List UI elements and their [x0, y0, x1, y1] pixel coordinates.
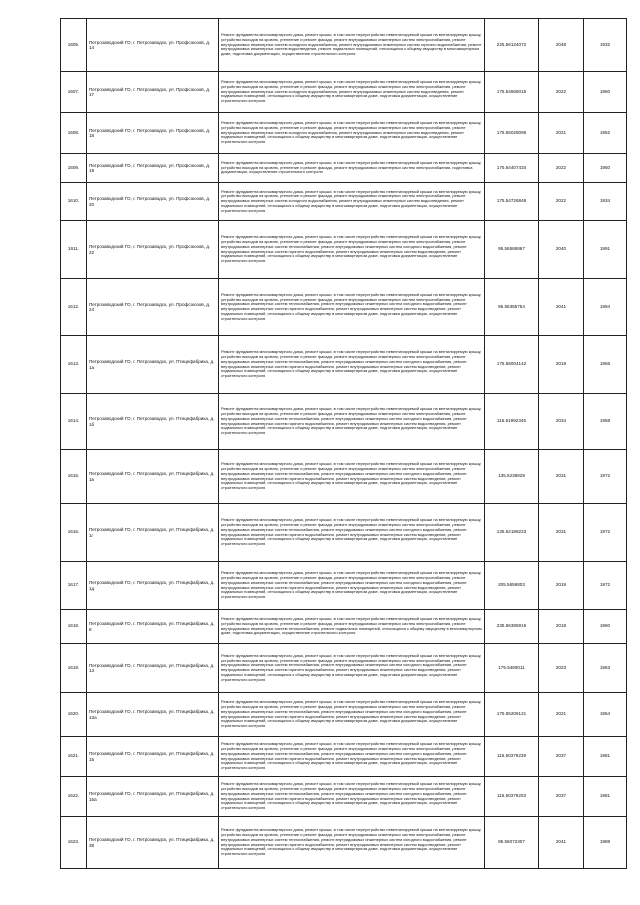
row-number: 1605.	[61, 19, 87, 72]
row-cost: 175.54407434	[485, 154, 539, 183]
table-row	[61, 113, 627, 154]
row-number: 1617.	[61, 562, 87, 610]
row-address: Петрозаводский ГО, г. Петрозаводск, ул. Птицефабрика, д. 1г	[87, 504, 219, 562]
table-row	[61, 450, 627, 504]
row-works-description: Ремонт фундамента многоквартирного дома, ремонт крыши, в том числе переустройство невентилируемой крыши на вентилируемую крышу, устройство выходов на кровлю, утепление и ремонт фасада, ремонт внутридомовых инженерных систем электроснабжения, ремонт внутридомовых инженерных систем теплоснабжения, ремонт внутридомовых инженерных систем холодного водоснабжения, ремонт внутридомовых инженерных систем горячего водоснабжения, ремонт внутридомовых инженерных систем водоотведения, ремонт подвальных помещений, относящихся к общему имуществу в многоквартирном доме, подготовка документации, осуществление строительного контроля	[219, 562, 485, 610]
row-works-description: Ремонт фундамента многоквартирного дома, ремонт крыши, в том числе переустройство невентилируемой крыши на вентилируемую крышу, устройство выходов на кровлю, утепление и ремонт фасада, ремонт внутридомовых инженерных систем электроснабжения, ремонт внутридомовых инженерных систем теплоснабжения, ремонт внутридомовых инженерных систем холодного водоснабжения, ремонт внутридомовых инженерных систем горячего водоснабжения, ремонт внутридомовых инженерных систем водоотведения, ремонт подвальных помещений, относящихся к общему имуществу в многоквартирном доме, подготовка документации, осуществление строительного контроля	[219, 737, 485, 777]
row-planned-year: 2023	[539, 644, 584, 693]
table-row	[61, 817, 627, 869]
row-planned-year: 2048	[539, 19, 584, 72]
row-planned-year: 2022	[539, 183, 584, 221]
table-row	[61, 737, 627, 777]
table-row	[61, 336, 627, 394]
row-works-description: Ремонт фундамента многоквартирного дома, ремонт крыши, в том числе переустройство невентилируемой крыши на вентилируемую крышу, устройство выходов на кровлю, утепление и ремонт фасада, ремонт внутридомовых инженерных систем электроснабжения, ремонт внутридомовых инженерных систем теплоснабжения, ремонт внутридомовых инженерных систем холодного водоснабжения, ремонт внутридомовых инженерных систем горячего водоснабжения, ремонт внутридомовых инженерных систем водоотведения, ремонт подвальных помещений, относящихся к общему имуществу в многоквартирном доме, подготовка документации, осуществление строительного контроля	[219, 644, 485, 693]
table-row	[61, 221, 627, 279]
row-works-description: Ремонт фундамента многоквартирного дома, ремонт крыши, в том числе переустройство невентилируемой крыши на вентилируемую крышу, устройство выходов на кровлю, утепление и ремонт фасада, ремонт внутридомовых инженерных систем электроснабжения, ремонт внутридомовых инженерных систем теплоснабжения, ремонт внутридомовых инженерных систем холодного водоснабжения, ремонт внутридомовых инженерных систем горячего водоснабжения, ремонт внутридомовых инженерных систем водоотведения, ремонт подвальных помещений, относящихся к общему имуществу в многоквартирном доме, подготовка документации, осуществление строительного контроля	[219, 817, 485, 869]
table-row	[61, 19, 627, 72]
row-address: Петрозаводский ГО, г. Петрозаводск, ул. Профсоюзов, д. 24	[87, 279, 219, 336]
row-build-year: 1981	[584, 737, 627, 777]
row-planned-year: 2018	[539, 610, 584, 644]
row-build-year: 1952	[584, 113, 627, 154]
row-build-year: 1954	[584, 693, 627, 737]
row-cost: 175.55206121	[485, 693, 539, 737]
row-works-description: Ремонт фундамента многоквартирного дома, ремонт крыши, в том числе переустройство невентилируемой крыши на вентилируемую крышу, устройство выходов на кровлю, утепление и ремонт фасада, ремонт внутридомовых инженерных систем электроснабжения, ремонт внутридомовых инженерных систем холодного водоснабжения, ремонт внутридомовых инженерных систем горячего водоснабжения, ремонт внутридомовых инженерных систем водоотведения, ремонт подвальных помещений, относящихся к общему имуществу в многоквартирном доме, подготовка документации, осуществление строительного контроля	[219, 19, 485, 72]
row-works-description: Ремонт фундамента многоквартирного дома, ремонт крыши, в том числе переустройство невентилируемой крыши на вентилируемую крышу, устройство выходов на кровлю, утепление и ремонт фасада, ремонт внутридомовых инженерных систем электроснабжения, ремонт внутридомовых инженерных систем теплоснабжения, ремонт внутридомовых инженерных систем холодного водоснабжения, ремонт внутридомовых инженерных систем горячего водоснабжения, ремонт внутридомовых инженерных систем водоотведения, ремонт подвальных помещений, относящихся к общему имуществу в многоквартирном доме, подготовка документации, осуществление строительного контроля	[219, 504, 485, 562]
row-build-year: 1972	[584, 450, 627, 504]
row-address: Петрозаводский ГО, г. Петрозаводск, ул. Профсоюзов, д. 20	[87, 183, 219, 221]
row-number: 1616.	[61, 504, 87, 562]
row-cost: 115.50379239	[485, 737, 539, 777]
row-cost: 205.5659803	[485, 562, 539, 610]
row-address: Петрозаводский ГО, г. Петрозаводск, ул. Профсоюзов, д. 14	[87, 19, 219, 72]
row-build-year: 1972	[584, 562, 627, 610]
row-planned-year: 2021	[539, 693, 584, 737]
table-row	[61, 693, 627, 737]
table-row	[61, 777, 627, 817]
row-planned-year: 2021	[539, 113, 584, 154]
row-cost: 235.56385916	[485, 610, 539, 644]
row-works-description: Ремонт фундамента многоквартирного дома, ремонт крыши, в том числе переустройство невентилируемой крыши на вентилируемую крышу, устройство выходов на кровлю, утепление и ремонт фасада, ремонт внутридомовых инженерных систем электроснабжения, ремонт внутридомовых инженерных систем теплоснабжения, ремонт внутридомовых инженерных систем холодного водоснабжения, ремонт внутридомовых инженерных систем горячего водоснабжения, ремонт внутридомовых инженерных систем водоотведения, ремонт подвальных помещений, относящихся к общему имуществу в многоквартирном доме, подготовка документации, осуществление строительного контроля	[219, 336, 485, 394]
row-planned-year: 2040	[539, 221, 584, 279]
row-address: Петрозаводский ГО, г. Петрозаводск, ул. Птицефабрика, д. 8	[87, 610, 219, 644]
capital-repair-table	[60, 18, 627, 869]
table-row	[61, 154, 627, 183]
row-build-year: 1950	[584, 154, 627, 183]
row-build-year: 1972	[584, 504, 627, 562]
row-number: 1618.	[61, 610, 87, 644]
row-build-year: 1932	[584, 19, 627, 72]
table-row	[61, 504, 627, 562]
row-works-description: Ремонт фундамента многоквартирного дома, ремонт крыши, в том числе переустройство невентилируемой крыши на вентилируемую крышу, устройство выходов на кровлю, утепление и ремонт фасада, ремонт внутридомовых инженерных систем электроснабжения, ремонт внутридомовых инженерных систем холодного водоснабжения, ремонт внутридомовых инженерных систем водоотведения, ремонт подвальных помещений, относящихся к общему имуществу в многоквартирном доме, подготовка документации, осуществление строительного контроля	[219, 113, 485, 154]
document-page	[60, 18, 626, 869]
row-number: 1622.	[61, 777, 87, 817]
row-works-description: Ремонт фундамента многоквартирного дома, ремонт крыши, в том числе переустройство невентилируемой крыши на вентилируемую крышу, устройство выходов на кровлю, утепление и ремонт фасада, ремонт внутридомовых инженерных систем электроснабжения, ремонт внутридомовых инженерных систем теплоснабжения, ремонт подвальных помещений, относящихся к общему имуществу в многоквартирном доме, подготовка документации, осуществление строительного контроля	[219, 610, 485, 644]
row-build-year: 1950	[584, 72, 627, 113]
row-number: 1615.	[61, 450, 87, 504]
row-works-description: Ремонт фундамента многоквартирного дома, ремонт крыши, в том числе переустройство невентилируемой крыши на вентилируемую крышу, устройство выходов на кровлю, утепление и ремонт фасада, ремонт внутридомовых инженерных систем электроснабжения, ремонт внутридомовых инженерных систем теплоснабжения, ремонт внутридомовых инженерных систем холодного водоснабжения, ремонт внутридомовых инженерных систем горячего водоснабжения, ремонт внутридомовых инженерных систем водоотведения, ремонт подвальных помещений, относящихся к общему имуществу в многоквартирном доме, подготовка документации, осуществление строительного контроля	[219, 693, 485, 737]
row-address: Петрозаводский ГО, г. Петрозаводск, ул. Птицефабрика, д. 1а	[87, 336, 219, 394]
row-build-year: 1981	[584, 777, 627, 817]
row-cost: 95.56568867	[485, 221, 539, 279]
row-build-year: 1988	[584, 817, 627, 869]
row-planned-year: 2031	[539, 504, 584, 562]
table-row	[61, 394, 627, 450]
row-number: 1613.	[61, 336, 87, 394]
row-number: 1620.	[61, 693, 87, 737]
row-planned-year: 2031	[539, 450, 584, 504]
row-address: Петрозаводский ГО, г. Петрозаводск, ул. Профсоюзов, д. 19	[87, 154, 219, 183]
row-cost: 115.51992345	[485, 394, 539, 450]
table-row	[61, 72, 627, 113]
row-number: 1610.	[61, 183, 87, 221]
row-address: Петрозаводский ГО, г. Петрозаводск, ул. Птицефабрика, д. 13а	[87, 693, 219, 737]
row-cost: 225.56124072	[485, 19, 539, 72]
row-cost: 135.52188223	[485, 504, 539, 562]
row-cost: 95.56365754	[485, 279, 539, 336]
row-works-description: Ремонт фундамента многоквартирного дома, ремонт крыши, в том числе переустройство невентилируемой крыши на вентилируемую крышу, устройство выходов на кровлю, утепление и ремонт фасада, ремонт внутридомовых инженерных систем электроснабжения, ремонт внутридомовых инженерных систем теплоснабжения, ремонт внутридомовых инженерных систем холодного водоснабжения, ремонт внутридомовых инженерных систем горячего водоснабжения, ремонт внутридомовых инженерных систем водоотведения, ремонт подвальных помещений, относящихся к общему имуществу в многоквартирном доме, подготовка документации, осуществление строительного контроля	[219, 221, 485, 279]
row-cost: 175.54726848	[485, 183, 539, 221]
row-cost: 175.56004142	[485, 336, 539, 394]
table-row	[61, 610, 627, 644]
row-planned-year: 2041	[539, 279, 584, 336]
row-number: 1614.	[61, 394, 87, 450]
table-row	[61, 183, 627, 221]
table-row	[61, 562, 627, 610]
row-works-description: Ремонт фундамента многоквартирного дома, ремонт крыши, в том числе переустройство невентилируемой крыши на вентилируемую крышу, устройство выходов на кровлю, утепление и ремонт фасада, ремонт внутридомовых инженерных систем электроснабжения, ремонт внутридомовых инженерных систем теплоснабжения, ремонт внутридомовых инженерных систем холодного водоснабжения, ремонт внутридомовых инженерных систем горячего водоснабжения, ремонт внутридомовых инженерных систем водоотведения, ремонт подвальных помещений, относящихся к общему имуществу в многоквартирном доме, подготовка документации, осуществление строительного контроля	[219, 279, 485, 336]
row-build-year: 1991	[584, 221, 627, 279]
row-planned-year: 2037	[539, 777, 584, 817]
row-build-year: 1968	[584, 394, 627, 450]
row-works-description: Ремонт фундамента многоквартирного дома, ремонт крыши, в том числе переустройство невентилируемой крыши на вентилируемую крышу, устройство выходов на кровлю, утепление и ремонт фасада, ремонт внутридомовых инженерных систем электроснабжения, подготовка документации, осуществление строительного контроля	[219, 154, 485, 183]
row-build-year: 1960	[584, 610, 627, 644]
row-planned-year: 2019	[539, 562, 584, 610]
row-build-year: 1956	[584, 336, 627, 394]
row-cost: 135.5238829	[485, 450, 539, 504]
row-number: 1619.	[61, 644, 87, 693]
row-address: Петрозаводский ГО, г. Петрозаводск, ул. Птицефабрика, д. 38	[87, 817, 219, 869]
row-address: Петрозаводский ГО, г. Петрозаводск, ул. Птицефабрика, д. 13	[87, 644, 219, 693]
row-planned-year: 2022	[539, 154, 584, 183]
row-planned-year: 2019	[539, 336, 584, 394]
row-number: 1608.	[61, 113, 87, 154]
row-planned-year: 2022	[539, 72, 584, 113]
row-number: 1607.	[61, 72, 87, 113]
row-build-year: 1963	[584, 644, 627, 693]
row-cost: 95.56072307	[485, 817, 539, 869]
row-planned-year: 2034	[539, 394, 584, 450]
row-cost: 115.50379203	[485, 777, 539, 817]
row-cost: 175.54668015	[485, 72, 539, 113]
row-number: 1623.	[61, 817, 87, 869]
row-number: 1611.	[61, 221, 87, 279]
row-planned-year: 2041	[539, 817, 584, 869]
row-works-description: Ремонт фундамента многоквартирного дома, ремонт крыши, в том числе переустройство невентилируемой крыши на вентилируемую крышу, устройство выходов на кровлю, утепление и ремонт фасада, ремонт внутридомовых инженерных систем электроснабжения, ремонт внутридомовых инженерных систем холодного водоснабжения, ремонт внутридомовых инженерных систем водоотведения, ремонт подвальных помещений, относящихся к общему имуществу в многоквартирном доме, подготовка документации, осуществление строительного контроля	[219, 183, 485, 221]
row-works-description: Ремонт фундамента многоквартирного дома, ремонт крыши, в том числе переустройство невентилируемой крыши на вентилируемую крышу, устройство выходов на кровлю, утепление и ремонт фасада, ремонт внутридомовых инженерных систем электроснабжения, ремонт внутридомовых инженерных систем холодного водоснабжения, ремонт внутридомовых инженерных систем водоотведения, ремонт подвальных помещений, относящихся к общему имуществу в многоквартирном доме, подготовка документации, осуществление строительного контроля	[219, 72, 485, 113]
row-address: Петрозаводский ГО, г. Петрозаводск, ул. Профсоюзов, д. 22	[87, 221, 219, 279]
row-address: Петрозаводский ГО, г. Петрозаводск, ул. Птицефабрика, д. 15а	[87, 777, 219, 817]
row-works-description: Ремонт фундамента многоквартирного дома, ремонт крыши, в том числе переустройство невентилируемой крыши на вентилируемую крышу, устройство выходов на кровлю, утепление и ремонт фасада, ремонт внутридомовых инженерных систем электроснабжения, ремонт внутридомовых инженерных систем теплоснабжения, ремонт внутридомовых инженерных систем холодного водоснабжения, ремонт внутридомовых инженерных систем горячего водоснабжения, ремонт внутридомовых инженерных систем водоотведения, ремонт подвальных помещений, относящихся к общему имуществу в многоквартирном доме, подготовка документации, осуществление строительного контроля	[219, 394, 485, 450]
row-planned-year: 2037	[539, 737, 584, 777]
row-build-year: 1934	[584, 183, 627, 221]
row-number: 1621.	[61, 737, 87, 777]
table-row	[61, 279, 627, 336]
row-address: Петрозаводский ГО, г. Петрозаводск, ул. Профсоюзов, д. 18	[87, 113, 219, 154]
row-address: Петрозаводский ГО, г. Петрозаводск, ул. Профсоюзов, д. 17	[87, 72, 219, 113]
row-cost: 175.55028096	[485, 113, 539, 154]
row-number: 1612.	[61, 279, 87, 336]
row-works-description: Ремонт фундамента многоквартирного дома, ремонт крыши, в том числе переустройство невентилируемой крыши на вентилируемую крышу, устройство выходов на кровлю, утепление и ремонт фасада, ремонт внутридомовых инженерных систем электроснабжения, ремонт внутридомовых инженерных систем теплоснабжения, ремонт внутридомовых инженерных систем холодного водоснабжения, ремонт внутридомовых инженерных систем горячего водоснабжения, ремонт внутридомовых инженерных систем водоотведения, ремонт подвальных помещений, относящихся к общему имуществу в многоквартирном доме, подготовка документации, осуществление строительного контроля	[219, 450, 485, 504]
row-address: Петрозаводский ГО, г. Петрозаводск, ул. Птицефабрика, д. 1д	[87, 562, 219, 610]
row-cost: 175.5469011	[485, 644, 539, 693]
row-address: Петрозаводский ГО, г. Петрозаводск, ул. Птицефабрика, д. 1в	[87, 450, 219, 504]
table-row	[61, 644, 627, 693]
row-works-description: Ремонт фундамента многоквартирного дома, ремонт крыши, в том числе переустройство невентилируемой крыши на вентилируемую крышу, устройство выходов на кровлю, утепление и ремонт фасада, ремонт внутридомовых инженерных систем электроснабжения, ремонт внутридомовых инженерных систем теплоснабжения, ремонт внутридомовых инженерных систем холодного водоснабжения, ремонт внутридомовых инженерных систем горячего водоснабжения, ремонт внутридомовых инженерных систем водоотведения, ремонт подвальных помещений, относящихся к общему имуществу в многоквартирном доме, подготовка документации, осуществление строительного контроля	[219, 777, 485, 817]
row-build-year: 1994	[584, 279, 627, 336]
row-number: 1609.	[61, 154, 87, 183]
row-address: Петрозаводский ГО, г. Петрозаводск, ул. Птицефабрика, д. 1б	[87, 394, 219, 450]
row-address: Петрозаводский ГО, г. Петрозаводск, ул. Птицефабрика, д. 15	[87, 737, 219, 777]
